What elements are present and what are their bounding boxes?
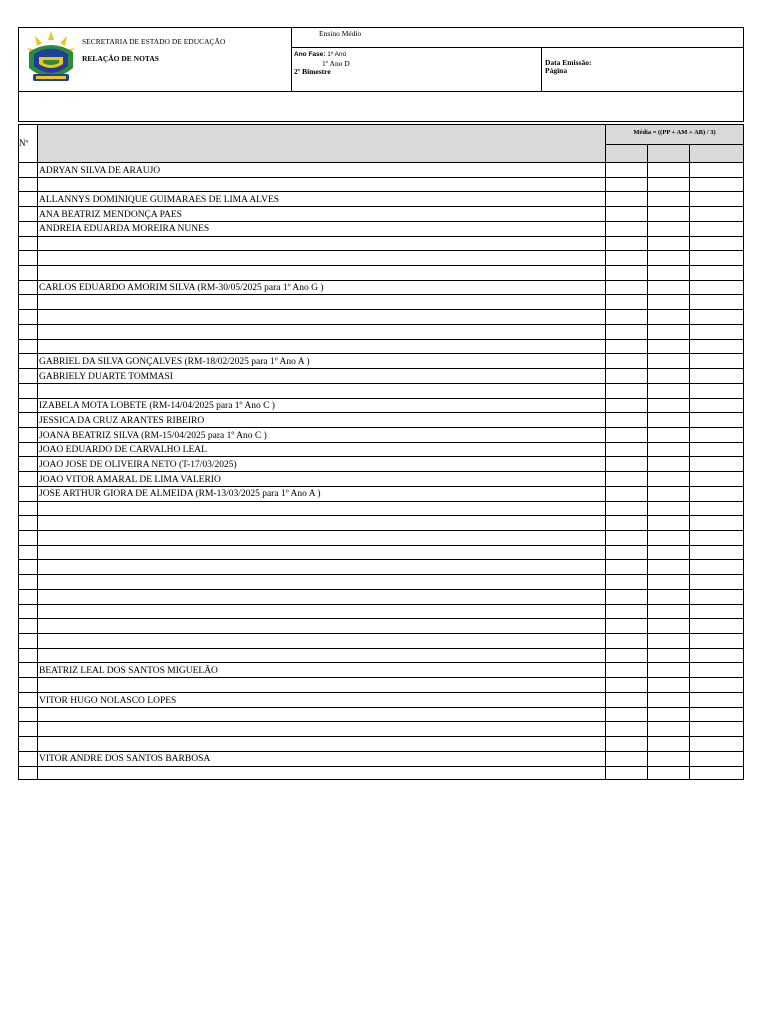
student-row [38,692,605,707]
state-coat-of-arms-logo [23,30,79,88]
student-row [38,265,605,280]
student-row [38,191,605,206]
student-row [38,559,605,574]
student-row [38,339,605,354]
student-row [38,427,605,442]
student-row [38,471,605,486]
student-name: CARLOS EDUARDO AMORIM SILVA (RM-30/05/2025 para 1º Ano G ) [39,283,324,294]
class-name: 1º Ano D [322,59,350,68]
student-row [38,177,605,192]
name-column-header [38,125,605,162]
column-divider [689,144,690,779]
student-row [38,456,605,471]
student-row [38,604,605,619]
student-row [38,486,605,501]
student-name: BEATRIZ LEAL DOS SANTOS MIGUELÃO [39,666,218,677]
student-row [38,515,605,530]
student-name: GABRIELY DUARTE TOMMASI [39,371,173,382]
ano-fase [294,51,346,58]
student-row [38,353,605,368]
student-row [38,736,605,751]
student-row [38,633,605,648]
student-row [38,574,605,589]
issue-date-label: Data Emissão: [545,58,592,67]
header-divider [541,47,542,91]
student-row [38,324,605,339]
report-header [18,27,744,122]
student-row [38,442,605,457]
media-formula: Média = ((PP + AM + AB) / 3) [633,129,716,136]
student-name: JOAO EDUARDO DE CARVALHO LEAL [39,445,207,456]
student-name: ADRYAN SILVA DE ARAUJO [39,165,161,176]
student-name: ALLANNYS DOMINIQUE GUIMARAES DE LIMA ALVES [39,195,280,206]
student-row [38,250,605,265]
media-header-divider [606,144,743,145]
student-name: JOSE ARTHUR GIORA DE ALMEIDA (RM-13/03/2025 para 1º Ano A ) [39,489,321,500]
student-row [38,545,605,560]
student-row [38,280,605,295]
student-row [38,221,605,236]
student-row [38,412,605,427]
student-name: IZABELA MOTA LOBETE (RM-14/04/2025 para 1º Ano C ) [39,401,275,412]
student-name: JOANA BEATRIZ SILVA (RM-15/04/2025 para 1º Ano C ) [39,430,267,441]
header-divider [291,28,292,91]
student-name: JOAO VITOR AMARAL DE LIMA VALERIO [39,474,221,485]
student-row [38,501,605,516]
student-row [38,648,605,663]
student-name: VITOR HUGO NOLASCO LOPES [39,695,177,706]
grades-table [18,124,744,780]
student-name: VITOR ANDRE DOS SANTOS BARBOSA [39,754,211,765]
ano-fase-value: 1º Ano [327,51,347,58]
ano-fase-label: Ano Fase: [294,51,326,58]
bimester: 2º Bimestre [294,67,331,76]
student-row [38,206,605,221]
student-row [38,618,605,633]
column-divider [647,144,648,779]
student-name: JOAO JOSE DE OLIVEIRA NETO (T-17/03/2025) [39,459,237,470]
student-name: GABRIEL DA SILVA GONÇALVES (RM-18/02/2025 para 1º Ano A ) [39,356,310,367]
student-row [38,294,605,309]
student-row [38,721,605,736]
column-divider [605,125,606,779]
student-row [38,162,605,177]
student-name: JESSICA DA CRUZ ARANTES RIBEIRO [39,415,205,426]
student-row [38,398,605,413]
header-divider [19,91,743,92]
student-row [38,751,605,766]
student-row [38,383,605,398]
student-row [38,707,605,722]
student-row [38,309,605,324]
student-name: ANA BEATRIZ MENDONÇA PAES [39,209,182,220]
header-divider [291,47,743,48]
student-name: ANDREIA EDUARDA MOREIRA NUNES [39,224,210,235]
page-label: Página [545,66,568,75]
student-row [38,236,605,251]
student-row [38,368,605,383]
student-row [38,589,605,604]
report-title: RELAÇÃO DE NOTAS [82,54,159,63]
number-column-header: Nº [19,138,29,148]
student-row [38,766,605,781]
secretaria-title: SECRETARIA DE ESTADO DE EDUCAÇÃO [82,37,226,46]
student-row [38,530,605,545]
student-row [38,662,605,677]
student-row [38,677,605,692]
education-level: Ensino Médio [319,29,362,38]
